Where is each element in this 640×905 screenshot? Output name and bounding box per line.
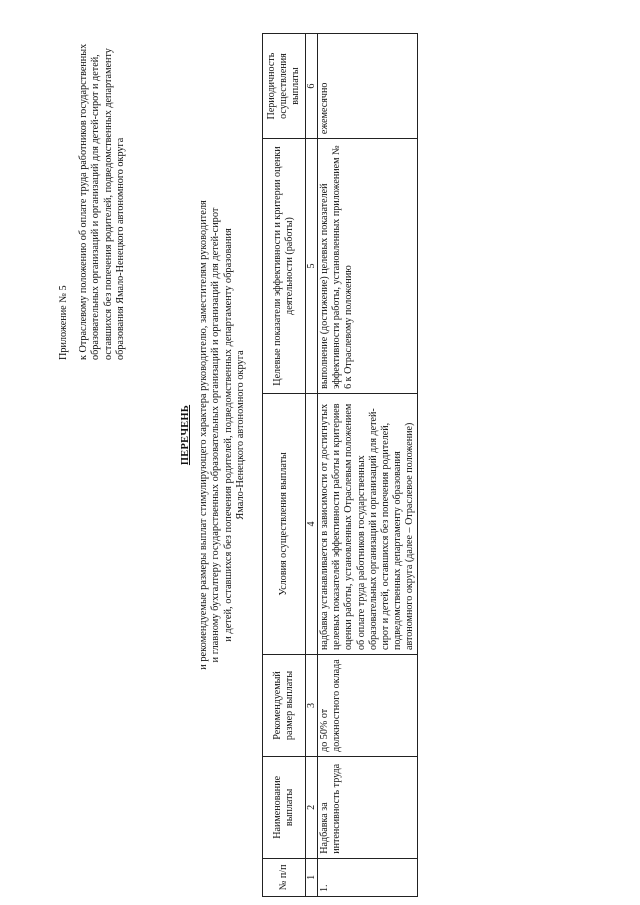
header-number: № п/п (263, 858, 306, 896)
document-title (180, 75, 247, 795)
header-conditions: Условия осуществления выплаты (263, 393, 306, 654)
title-line-2: и главному бухгалтеру государственных образовательных организаций и организаций для детей-сирот (210, 207, 222, 663)
column-number: 3 (306, 655, 318, 757)
appendix-text: к Отраслевому положению об оплате труда работников государственных образовательных организаций и организаций для детей-сирот и детей, оставшихся без попечения родителей, подведомственных департаменту образования Ямало-Ненецкого автономного округа (78, 43, 126, 360)
column-number: 5 (306, 139, 318, 394)
column-number-row (306, 34, 318, 897)
title-line-4: Ямало-Ненецкого автономного округа (234, 350, 246, 520)
column-number: 4 (306, 393, 318, 654)
row-criteria: выполнение (достижение) целевых показателей эффективности работы, установленных приложением № 6 к Отраслевому положению (318, 139, 418, 394)
header-payment-name: Наименование выплаты (263, 756, 306, 858)
header-criteria: Целевые показатели эффективности и критерии оценки деятельности (работы) (263, 139, 306, 394)
row-payment-name: Надбавка за интенсивность труда (318, 756, 418, 858)
column-number: 2 (306, 756, 318, 858)
row-periodicity: ежемесячно (318, 34, 418, 139)
row-conditions: надбавка устанавливается в зависимости от достигнутых целевых показателей эффективности работы и критериев оценки работы, установленных Отраслевым положением об оплате труда работников государственных образовательных организаций и организаций для детей-сирот и детей, оставшихся без попечения родителей, подведомственных департаменту образования автономного округа (далее – Отраслевое положение) (318, 393, 418, 654)
appendix-block (58, 30, 127, 360)
row-recommended-size: до 50% от должностного оклада (318, 655, 418, 757)
title-line-3: и детей, оставшихся без попечения родителей, подведомственных департаменту образования (222, 228, 234, 642)
title-line-1: и рекомендуемые размеры выплат стимулирующего характера руководителю, заместителям руководителя (198, 200, 210, 670)
header-recommended-size: Рекомендуемый размер выплаты (263, 655, 306, 757)
column-number: 1 (306, 858, 318, 896)
title-heading: ПЕРЕЧЕНЬ (180, 404, 191, 466)
header-periodicity: Периодичность осуществления выплаты (263, 34, 306, 139)
column-number: 6 (306, 34, 318, 139)
row-number: 1. (318, 858, 418, 896)
appendix-number: Приложение № 5 (58, 285, 69, 360)
table-row (318, 34, 418, 897)
table-header-row (263, 34, 306, 897)
payments-table (262, 33, 418, 897)
